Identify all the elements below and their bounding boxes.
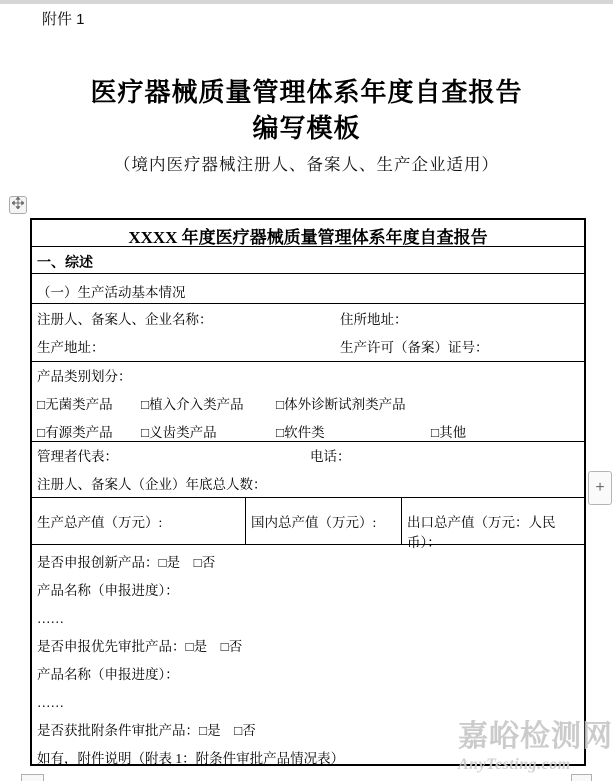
- export-output-cell: 出口总产值（万元：人民币）：: [407, 515, 556, 550]
- declaration-row: [32, 545, 584, 773]
- table-title-row: XXXX 年度医疗器械质量管理体系年度自查报告: [32, 220, 584, 247]
- management-info-row: [32, 442, 584, 498]
- self-inspection-report-table: [30, 218, 586, 766]
- domestic-output-cell: 国内总产值（万元）:: [246, 498, 402, 544]
- checkbox-software-products: □软件类: [276, 425, 325, 440]
- checkbox-denture-products: □义齿类产品: [141, 425, 217, 440]
- document-subtitle: （境内医疗器械注册人、备案人、生产企业适用）: [114, 155, 499, 174]
- table-move-handle[interactable]: [9, 196, 27, 214]
- production-address-label: 生产地址：: [37, 340, 105, 355]
- management-rep-line: [37, 443, 579, 471]
- checkbox-other-products: □其他: [431, 425, 467, 440]
- company-name-line: [37, 306, 579, 334]
- license-no-label: 生产许可（备案）证号：: [340, 340, 489, 355]
- checkbox-ivd-products: □体外诊断试剂类产品: [276, 397, 406, 412]
- declaration-line: 是否申报创新产品：□是 □否: [37, 555, 216, 570]
- declaration-line: 是否获批附条件审批产品：□是 □否: [37, 723, 256, 738]
- checkbox-implant-products: □植入介入类产品: [141, 397, 244, 412]
- output-value-row: [32, 498, 584, 550]
- declaration-line: 产品名称（申报进度）：: [37, 583, 179, 598]
- product-category-row: [32, 362, 584, 442]
- category-checkbox-line-1: [37, 391, 579, 419]
- document-title-line1: 医疗器械质量管理体系年度自查报告: [90, 77, 523, 107]
- declaration-line: ……: [37, 695, 64, 710]
- category-title-line: [37, 363, 579, 391]
- company-info-row: [32, 304, 584, 362]
- checkbox-sterile-products: □无菌类产品: [37, 397, 113, 412]
- insert-plus-button[interactable]: +: [588, 471, 612, 505]
- section-1-1-row: （一）生产活动基本情况: [32, 274, 584, 304]
- bottom-right-handle-stub: [571, 774, 592, 781]
- top-gray-strip: [0, 0, 613, 4]
- production-address-line: [37, 334, 579, 362]
- headcount-line: [37, 471, 579, 499]
- document-title: [0, 74, 613, 146]
- bottom-left-handle-stub: [21, 774, 44, 781]
- declaration-line: 产品名称（申报进度）：: [37, 667, 179, 682]
- section-1-row: 一、综述: [32, 247, 584, 274]
- document-title-line2: 编写模板: [252, 113, 361, 143]
- category-title-label: 产品类别划分：: [37, 369, 132, 384]
- watermark-en-text: AnyTesting.com: [458, 756, 571, 773]
- total-output-cell: 生产总产值（万元）:: [32, 498, 246, 544]
- headcount-label: 注册人、备案人（企业）年底总人数：: [37, 477, 267, 492]
- company-name-label: 注册人、备案人、企业名称：: [37, 312, 213, 327]
- checkbox-active-products: □有源类产品: [37, 425, 113, 440]
- declaration-line: 如有，附件说明（附表 1：附条件审批产品情况表）: [37, 751, 345, 766]
- residence-address-label: 住所地址：: [340, 312, 408, 327]
- declaration-line: ……: [37, 611, 64, 626]
- management-rep-label: 管理者代表：: [37, 449, 118, 464]
- phone-label: 电话：: [310, 449, 351, 464]
- watermark-cn-text: 嘉峪检测网: [458, 720, 613, 753]
- move-arrows-icon: [12, 196, 24, 214]
- attachment-label: 附件 1: [42, 11, 85, 28]
- declaration-line: 是否申报优先审批产品：□是 □否: [37, 639, 243, 654]
